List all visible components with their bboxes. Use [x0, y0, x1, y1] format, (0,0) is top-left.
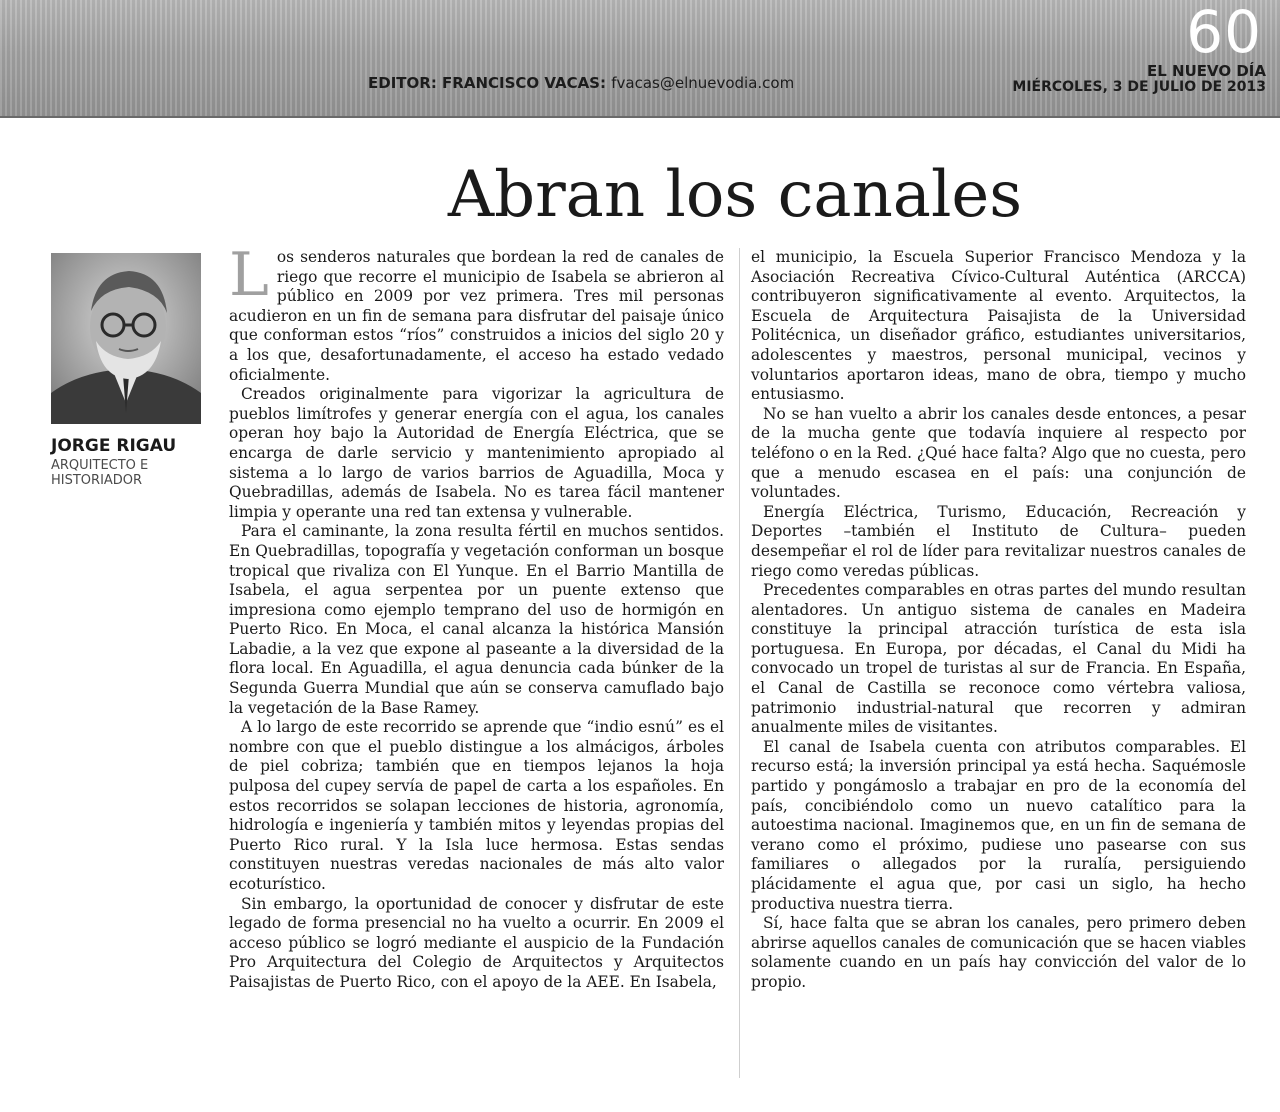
article-column-1	[229, 240, 724, 993]
author-portrait-icon	[51, 253, 201, 424]
page-number: 60	[1186, 0, 1262, 66]
paragraph: No se han vuelto a abrir los canales desde entonces, a pesar de la mucha gente que todavía inquiere al respecto por teléfono o en la Red. ¿Qué hace falta? Algo que no cuesta, pero que a menudo escasea en el país: una conjunción de voluntades.	[751, 404, 1246, 502]
paragraph: Sí, hace falta que se abran los canales, pero primero deben abrirse aquellos canales de comunicación que se hacen viables solamente cuando en un país hay convicción del valor de lo propio.	[751, 914, 1246, 991]
paragraph: El canal de Isabela cuenta con atributos comparables. El recurso está; la inversión principal ya está hecha. Saquémosle partido y pongámoslo a trabajar en pro de la economía del país, concibiéndolo como un nuevo catalítico para la autoestima nacional. Imaginemos que, en un fin de semana de verano como el próximo, pudiese uno pasearse con sus familiares o allegados por la ruralía, persiguiendo plácidamente el agua que, por casi un siglo, ha hecho productiva nuestra tierra.	[751, 737, 1246, 913]
paragraph: A lo largo de este recorrido se aprende que “indio esnú” es el nombre con que el pueblo distingue a los almácigos, árboles de piel cobriza; también que en tiempos lejanos la hoja pulposa del cupey servía de papel de carta a los españoles. En estos recorridos se solapan lecciones de historia, agronomía, hidrología e ingeniería y también mitos y leyendas propias del Puerto Rico rural. Y la Isla luce hermosa. Estas sendas constituyen nuestras veredas nacionales de más alto valor ecoturístico.	[229, 718, 724, 893]
article-column-2	[751, 248, 1246, 993]
paragraph: Precedentes comparables en otras partes del mundo resultan alentadores. Un antiguo sistema de canales en Madeira constituye la principal atracción turística de esta isla portuguesa. En Europa, por décadas, el Canal du Midi ha convocado un tropel de turistas al sur de Francia. En España, el Canal de Castilla se reconoce como vértebra valiosa, patrimonio industrial-natural que recorren y admiran anualmente miles de visitantes.	[751, 581, 1246, 737]
issue-date: MIÉRCOLES, 3 DE JULIO DE 2013	[1012, 79, 1266, 95]
masthead	[0, 0, 1280, 118]
paragraph: Creados originalmente para vigorizar la agricultura de pueblos limítrofes y generar energía con el agua, los canales operan hoy bajo la Autoridad de Energía Eléctrica, que se encarga de darle servicio y mantenimiento apropiado al sistema a lo largo de varios barrios de Aguadilla, Moca y Quebradillas, además de Isabela. No es tarea fácil mantener limpia y operante una red tan extensa y vulnerable.	[229, 385, 724, 521]
column-divider	[739, 248, 740, 1078]
paragraph: el municipio, la Escuela Superior Francisco Mendoza y la Asociación Recreativa Cívico-Cultural Auténtica (ARCCA) contribuyeron significativamente al evento. Arquitectos, la Escuela de Arquitectura Paisajista de la Universidad Politécnica, un diseñador gráfico, estudiantes universitarios, adolescentes y maestros, personal municipal, vecinos y voluntarios aportaron ideas, mano de obra, tiempo y mucho entusiasmo.	[751, 248, 1246, 404]
editor-email: fvacas@elnuevodia.com	[611, 74, 795, 92]
paragraph	[229, 240, 724, 385]
paragraph: Sin embargo, la oportunidad de conocer y disfrutar de este legado de forma presencial no ha vuelto a ocurrir. En 2009 el acceso público se logró mediante el auspicio de la Fundación Pro Arquitectura del Colegio de Arquitectos y Arquitectos Paisajistas de Puerto Rico, con el apoyo de la AEE. En Isabela,	[229, 894, 724, 991]
paragraph: Energía Eléctrica, Turismo, Educación, Recreación y Deportes –también el Instituto de Cultura– pueden desempeñar el rol de líder para revitalizar nuestros canales de riego como veredas públicas.	[751, 502, 1246, 580]
author-photo	[51, 253, 201, 424]
author-role: ARQUITECTO E HISTORIADOR	[51, 458, 149, 488]
editor-credit	[368, 74, 794, 92]
paragraph-text: os senderos naturales que bordean la red de canales de riego que recorre el municipio de Isabela se abrieron al público en 2009 por vez primera. Tres mil personas acudieron en un fin de semana para disfrutar del paisaje único que conforman estos “ríos” construidos a inicios del siglo 20 y a los que, desafortunadamente, el acceso ha estado vedado oficialmente.	[229, 248, 724, 384]
editor-label: EDITOR: FRANCISCO VACAS:	[368, 74, 606, 92]
article-title: Abran los canales	[447, 158, 1023, 232]
drop-cap: L	[229, 240, 269, 310]
author-name: JORGE RIGAU	[51, 436, 177, 456]
newspaper-name: EL NUEVO DÍA	[1147, 62, 1266, 80]
paragraph: Para el caminante, la zona resulta fértil en muchos sentidos. En Quebradillas, topografía y vegetación conforman un bosque tropical que rivaliza con El Yunque. En el Barrio Mantilla de Isabela, el agua serpentea por un puente extenso que impresiona como ejemplo temprano del uso de hormigón en Puerto Rico. En Moca, el canal alcanza la histórica Mansión Labadie, a la vez que expone al paseante a la diversidad de la flora local. En Aguadilla, el agua denuncia cada búnker de la Segunda Guerra Mundial que aún se conserva camuflado bajo la vegetación de la Base Ramey.	[229, 522, 724, 717]
